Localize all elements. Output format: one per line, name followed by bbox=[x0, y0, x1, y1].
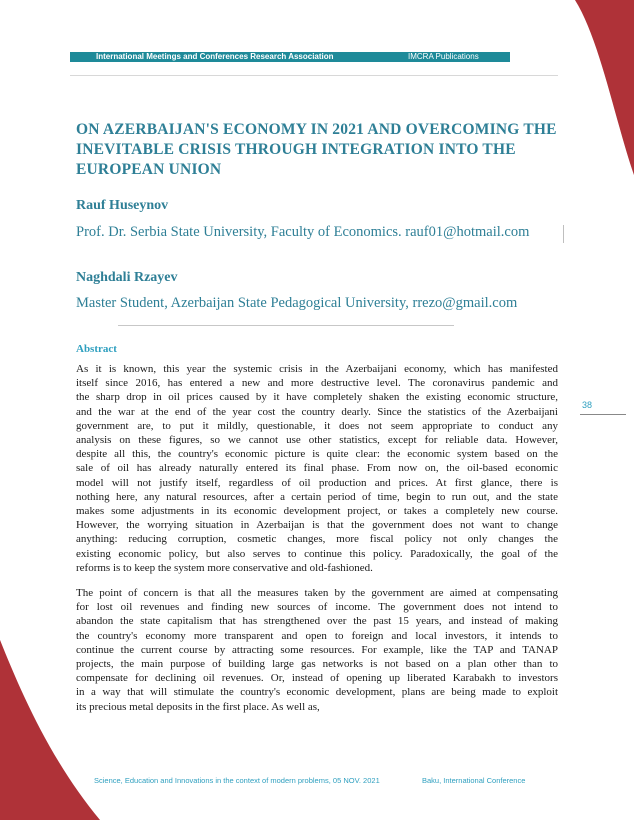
author-affiliation-2: Master Student, Azerbaijan State Pedagogical University, rrezo@gmail.com bbox=[76, 295, 518, 311]
title-line: INEVITABLE CRISIS THROUGH INTEGRATION INTO THE bbox=[76, 141, 516, 158]
text-line: despite all this, the country's economic picture is quite clear: the economic system based on the bbox=[76, 448, 558, 461]
text-line: abandon the state capitalism that has strengthened over the past 15 years, and instead of making bbox=[76, 615, 558, 628]
footer-conference: Science, Education and Innovations in the context of modern problems, 05 NOV. 2021 bbox=[94, 776, 380, 785]
page-number: 38 bbox=[582, 400, 593, 410]
abstract-paragraph-2 bbox=[76, 586, 558, 714]
header-association: International Meetings and Conferences Research Association bbox=[96, 52, 334, 61]
text-line: However, the worrying situation in Azerbaijan is that the government does not want to change bbox=[76, 519, 558, 532]
text-line: As it is known, this year the systemic crisis in the Azerbaijani economy, which has manifested bbox=[76, 363, 558, 375]
footer-location: Baku, International Conference bbox=[422, 776, 526, 785]
text-line: and the war at the end of the year cost the country dearly. Since the statistics of the Azerbaijani bbox=[76, 405, 558, 418]
paper-title bbox=[76, 120, 576, 180]
text-line: the country's economy more transparent and open to foreign and local investors, it intends to bbox=[76, 629, 558, 642]
text-line: projects, the main purpose of building large gas networks is not based on a plan other than to bbox=[76, 658, 558, 671]
text-line: itself since 2016, has entered a new and more destructive level. The coronavirus pandemic and bbox=[76, 377, 558, 390]
text-line: reforms is to keep the system more conservative and old-fashioned. bbox=[76, 561, 373, 574]
text-line: model will not justify itself, regardless of oil production and prices. At first glance, there is bbox=[76, 476, 558, 489]
title-line: ON AZERBAIJAN'S ECONOMY IN 2021 AND OVERCOMING THE bbox=[76, 121, 557, 138]
text-line: continue the current course by attracting some resources. For example, like the TAP and TANAP bbox=[76, 643, 558, 656]
text-line: compensate for declining oil revenues. Or, instead of opening up liberated Karabakh to investors bbox=[76, 672, 558, 685]
text-line: government are, to put it mildly, questionable, it does not seem appropriate to conduct any bbox=[76, 419, 558, 432]
text-line: the sharp drop in oil prices caused by it have completely shaken the existing economic structure, bbox=[76, 391, 558, 404]
author-affiliation-1: Prof. Dr. Serbia State University, Faculty of Economics. rauf01@hotmail.com bbox=[76, 224, 530, 240]
text-line: nothing here, any natural resources, after a certain period of time, begin to run out, and the state bbox=[76, 490, 558, 503]
author-separator bbox=[118, 325, 454, 326]
title-line: EUROPEAN UNION bbox=[76, 161, 222, 178]
page-number-rule bbox=[580, 414, 626, 415]
text-line: analysis on these figures, so we cannot use other statistics, except for reliable data. However, bbox=[76, 434, 558, 447]
text-line: in a way that will stimulate the country's economic development, plans are being made to exploit bbox=[76, 686, 558, 699]
text-line: The point of concern is that all the measures taken by the government are aimed at compensating bbox=[76, 587, 558, 599]
author-name-1: Rauf Huseynov bbox=[76, 198, 169, 213]
text-line: for lost oil revenues and finding new sources of income. The government does not intend to bbox=[76, 601, 558, 614]
abstract-paragraph-1 bbox=[76, 362, 558, 575]
text-line: existing economic policy, but also serves to continue this policy. Paradoxically, the goal of the bbox=[76, 547, 558, 560]
header-divider bbox=[70, 75, 558, 76]
text-line: anything: reducing corruption, cosmetic changes, more fiscal policy not only changes the bbox=[76, 533, 558, 546]
text-line: sale of oil has already naturally entered its final phase. From now on, the oil-based economic bbox=[76, 462, 558, 475]
text-line: its precious metal deposits in the first place. As well as, bbox=[76, 700, 320, 713]
author-name-2: Naghdali Rzayev bbox=[76, 270, 178, 285]
abstract-heading: Abstract bbox=[76, 343, 117, 355]
affiliation-edge-line bbox=[563, 225, 564, 243]
header-publisher: IMCRA Publications bbox=[408, 52, 479, 61]
text-line: makes some adjustments in its economic development project, or takes a completely new course. bbox=[76, 505, 558, 518]
